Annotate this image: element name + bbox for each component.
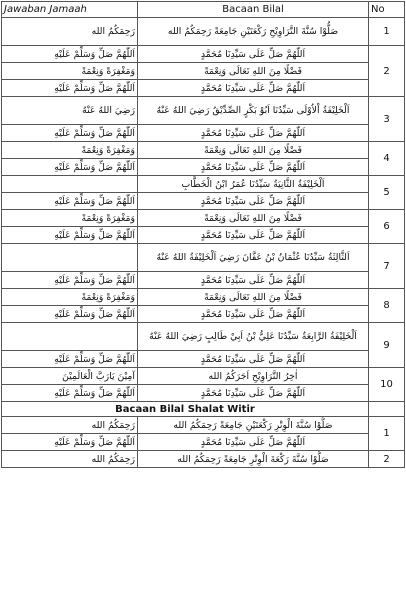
tarawih-row: [2, 193, 405, 210]
bacaan-cell: فَضْلًا مِنَ اللهِ تَعَالَى وَنِعْمَةً: [138, 210, 369, 227]
tarawih-row: [2, 210, 405, 227]
row-number: 10: [369, 368, 405, 402]
row-number: 1: [369, 417, 405, 451]
bacaan-cell: صَلُّوْا سُنَّةَ الْوِتْرِ رَكْعَتَيْنِ جَامِعَةً رَحِمَكُمُ الله: [138, 417, 369, 434]
bacaan-cell: اٰخِرُ التَّرَاوِيْحِ اَجَرَكُمُ الله: [138, 368, 369, 385]
jawaban-cell: وَمَغْفِرَةً وَنِعْمَةً: [2, 63, 138, 80]
row-number: 3: [369, 97, 405, 142]
bacaan-cell: اَللّٰهُمَّ صَلِّ عَلَى سَيِّدِنَا مُحَمَّدٍ: [138, 385, 369, 402]
row-number: 5: [369, 176, 405, 210]
tarawih-row: [2, 289, 405, 306]
header-no: No: [369, 2, 405, 18]
bacaan-cell: اَلثَّالِثَةُ سَيِّدُنَا عُثْمَانُ بْنُ عَفَّانَ رَضِيَ اَلْخَلِيْفَةُ اللهُ عَنْهُ: [138, 244, 369, 272]
bacaan-cell: اَللّٰهُمَّ صَلِّ عَلَى سَيِّدِنَا مُحَمَّدٍ: [138, 46, 369, 63]
witir-row: [2, 417, 405, 434]
jawaban-cell: وَمَغْفِرَةً وَنِعْمَةً: [2, 142, 138, 159]
jawaban-cell: اَللّٰهُمَّ صَلِّ وَسَلِّمْ عَلَيْهِ: [2, 125, 138, 142]
tarawih-row: [2, 80, 405, 97]
tarawih-row: [2, 272, 405, 289]
jawaban-cell: اَللّٰهُمَّ صَلِّ وَسَلِّمْ عَلَيْهِ: [2, 351, 138, 368]
jawaban-cell: اَللّٰهُمَّ صَلِّ وَسَلِّمْ عَلَيْهِ: [2, 385, 138, 402]
bacaan-cell: اَلْخَلِيْفَةُ الثَّانِيَةُ سَيِّدُنَا عُمَرُ ابْنُ الْخَطَّابِ: [138, 176, 369, 193]
bacaan-cell: اَلْخَلِيْفَةُ اْلاُوْلَى سَيِّدُنَا اَبُوْ بَكْرٍ الصِّدِّيْقُ رَضِيَ اللهُ عَنْهُ: [138, 97, 369, 125]
jawaban-cell: اَللّٰهُمَّ صَلِّ وَسَلِّمْ عَلَيْهِ: [2, 434, 138, 451]
tarawih-row: [2, 142, 405, 159]
bilal-table: [1, 1, 405, 468]
jawaban-cell: [2, 244, 138, 272]
bacaan-cell: اَللّٰهُمَّ صَلِّ عَلَى سَيِّدِنَا مُحَمَّدٍ: [138, 272, 369, 289]
jawaban-cell: رَحِمَكُمُ الله: [2, 417, 138, 434]
witir-section-title: Bacaan Bilal Shalat Witir: [2, 402, 369, 417]
tarawih-row: [2, 323, 405, 351]
tarawih-rows: [2, 18, 405, 402]
tarawih-row: [2, 385, 405, 402]
jawaban-cell: اَللّٰهُمَّ صَلِّ وَسَلِّمْ عَلَيْهِ: [2, 227, 138, 244]
bacaan-cell: فَضْلًا مِنَ اللهِ تَعَالَى وَنِعْمَةً: [138, 142, 369, 159]
jawaban-cell: [2, 323, 138, 351]
jawaban-cell: وَمَغْفِرَةً وَنِعْمَةً: [2, 210, 138, 227]
header-bacaan-bilal: Bacaan Bilal: [138, 2, 369, 18]
tarawih-row: [2, 125, 405, 142]
jawaban-cell: رَحِمَكُمُ الله: [2, 18, 138, 46]
tarawih-row: [2, 159, 405, 176]
bacaan-cell: اَللّٰهُمَّ صَلِّ عَلَى سَيِّدِنَا مُحَمَّدٍ: [138, 351, 369, 368]
tarawih-row: [2, 63, 405, 80]
jawaban-cell: اَللّٰهُمَّ صَلِّ وَسَلِّمْ عَلَيْهِ: [2, 159, 138, 176]
bacaan-cell: اَللّٰهُمَّ صَلِّ عَلَى سَيِّدِنَا مُحَمَّدٍ: [138, 159, 369, 176]
bacaan-cell: اَللّٰهُمَّ صَلِّ عَلَى سَيِّدِنَا مُحَمَّدٍ: [138, 125, 369, 142]
jawaban-cell: اَللّٰهُمَّ صَلِّ وَسَلِّمْ عَلَيْهِ: [2, 272, 138, 289]
jawaban-cell: رَحِمَكُمُ الله: [2, 451, 138, 468]
jawaban-cell: اَللّٰهُمَّ صَلِّ وَسَلِّمْ عَلَيْهِ: [2, 306, 138, 323]
tarawih-row: [2, 368, 405, 385]
bacaan-cell: اَللّٰهُمَّ صَلِّ عَلَى سَيِّدِنَا مُحَمَّدٍ: [138, 434, 369, 451]
row-number: 2: [369, 46, 405, 97]
bacaan-cell: صَلُّوْا سُنَّةَ التَّرَاوِيْحِ رَكْعَتَيْنِ جَامِعَةً رَحِمَكُمُ الله: [138, 18, 369, 46]
jawaban-cell: رَضِيَ اللهُ عَنْهُ: [2, 97, 138, 125]
bacaan-cell: صَلُّوْا سُنَّةَ رَكْعَةَ الْوِتْرِ جَامِعَةً رَحِمَكُمُ الله: [138, 451, 369, 468]
bacaan-cell: اَللّٰهُمَّ صَلِّ عَلَى سَيِّدِنَا مُحَمَّدٍ: [138, 80, 369, 97]
row-number: 8: [369, 289, 405, 323]
row-number: 2: [369, 451, 405, 468]
row-number: 6: [369, 210, 405, 244]
row-number: 1: [369, 18, 405, 46]
jawaban-cell: وَمَغْفِرَةً وَنِعْمَةً: [2, 289, 138, 306]
jawaban-cell: [2, 176, 138, 193]
bacaan-cell: اَللّٰهُمَّ صَلِّ عَلَى سَيِّدِنَا مُحَمَّدٍ: [138, 306, 369, 323]
tarawih-row: [2, 18, 405, 46]
tarawih-row: [2, 97, 405, 125]
row-number: 4: [369, 142, 405, 176]
witir-section-title-blank: [369, 402, 405, 417]
bacaan-cell: فَضْلًا مِنَ اللهِ تَعَالَى وَنِعْمَةً: [138, 63, 369, 80]
bacaan-cell: اَللّٰهُمَّ صَلِّ عَلَى سَيِّدِنَا مُحَمَّدٍ: [138, 227, 369, 244]
bacaan-cell: فَضْلًا مِنَ اللهِ تَعَالَى وَنِعْمَةً: [138, 289, 369, 306]
tarawih-row: [2, 176, 405, 193]
bacaan-cell: اَلْخَلِيْفَةُ الرَّابِعَةُ سَيِّدُنَا عَلِيُّ بْنُ اَبِيْ طَالِبٍ رَضِيَ اللهُ عَنْهُ: [138, 323, 369, 351]
witir-row: [2, 434, 405, 451]
bacaan-cell: اَللّٰهُمَّ صَلِّ عَلَى سَيِّدِنَا مُحَمَّدٍ: [138, 193, 369, 210]
jawaban-cell: اَللّٰهُمَّ صَلِّ وَسَلِّمْ عَلَيْهِ: [2, 193, 138, 210]
jawaban-cell: آمِيْنَ يَارَبَّ الْعَالَمِيْنَ: [2, 368, 138, 385]
jawaban-cell: اَللّٰهُمَّ صَلِّ وَسَلِّمْ عَلَيْهِ: [2, 80, 138, 97]
tarawih-row: [2, 46, 405, 63]
tarawih-row: [2, 306, 405, 323]
header-jawaban-jamaah: Jawaban Jamaah: [2, 2, 138, 18]
tarawih-row: [2, 244, 405, 272]
row-number: 7: [369, 244, 405, 289]
witir-row: [2, 451, 405, 468]
row-number: 9: [369, 323, 405, 368]
witir-rows: [2, 417, 405, 468]
tarawih-row: [2, 227, 405, 244]
tarawih-row: [2, 351, 405, 368]
jawaban-cell: اَللّٰهُمَّ صَلِّ وَسَلِّمْ عَلَيْهِ: [2, 46, 138, 63]
